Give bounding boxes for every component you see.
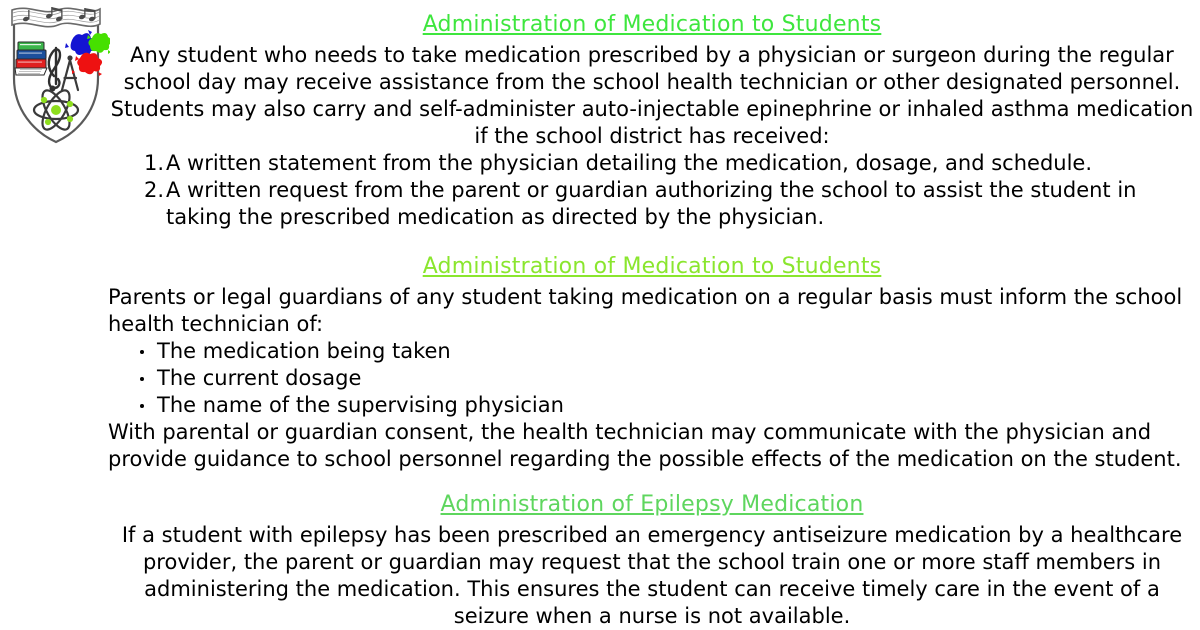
list-item: A written statement from the physician detailing the medication, dosage, and schedule. <box>166 151 1093 175</box>
list-item: The current dosage <box>108 365 1196 392</box>
section-1-ordered-list <box>108 150 1196 231</box>
music-staff-banner <box>12 7 100 27</box>
section-administration-of-epilepsy-medication <box>108 490 1196 630</box>
list-item: The medication being taken <box>108 338 1196 365</box>
school-crest-logo <box>2 0 110 150</box>
section-2-heading: Administration of Medication to Students <box>422 254 882 279</box>
section-2-bulleted-list <box>108 338 1196 419</box>
list-item: The name of the supervising physician <box>108 392 1196 419</box>
section-administration-of-medication-2 <box>108 252 1196 473</box>
books-icon <box>15 42 47 75</box>
policy-document <box>108 0 1196 627</box>
section-1-heading: Administration of Medication to Students <box>422 12 882 37</box>
list-item: A written request from the parent or guardian authorizing the school to assist the student in taking the prescribed medication as directed by the physician. <box>166 178 1137 229</box>
section-3-intro-paragraph: If a student with epilepsy has been prescribed an emergency antiseizure medication by a healthcare provider, the parent or guardian may request that the school train one or more staff members in administering the medication. This ensures the student can receive timely care in the event of a seizure when a nurse is not available. <box>121 523 1183 628</box>
section-2-intro-paragraph: Parents or legal guardians of any student taking medication on a regular basis must inform the school health technician of: <box>108 285 1183 336</box>
section-1-intro-paragraph: Any student who needs to take medication prescribed by a physician or surgeon during the regular school day may receive assistance from the school health technician or other designated personnel. Students may also carry and self-administer auto-injectable epinephrine or inhaled asthma medication if the school district has received: <box>110 43 1194 148</box>
section-2-outro-paragraph: With parental or guardian consent, the health technician may communicate with the physician and provide guidance to school personnel regarding the possible effects of the medication on the student. <box>108 420 1182 471</box>
section-administration-of-medication-1 <box>108 10 1196 231</box>
section-3-heading: Administration of Epilepsy Medication <box>440 492 864 517</box>
